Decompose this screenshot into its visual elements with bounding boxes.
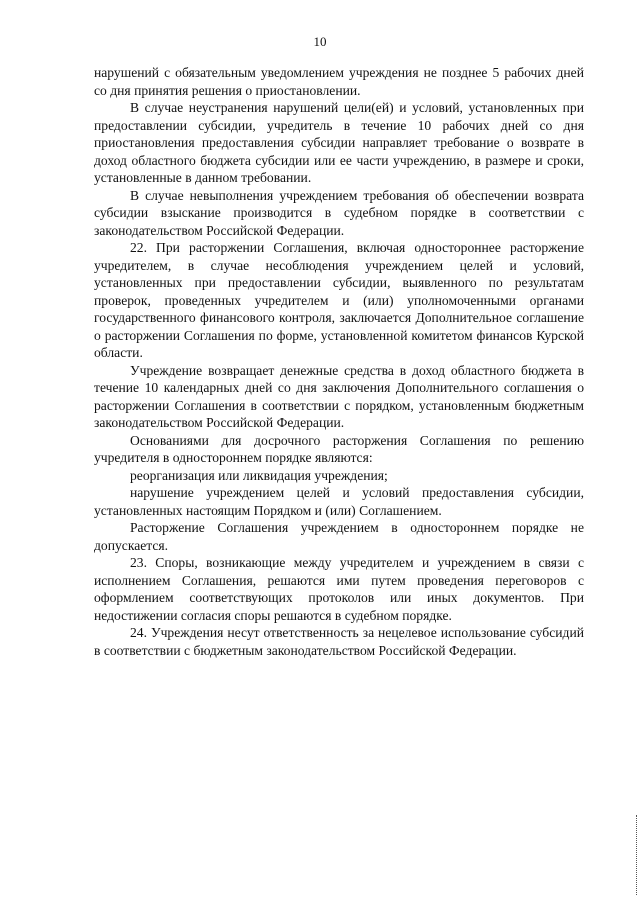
paragraph-grounds: Основаниями для досрочного расторжения Соглашения по решению учредителя в одностороннем порядке являются: [94,432,584,465]
paragraph-clause-23: 23. Споры, возникающие между учредителем и учреждением в связи с исполнением Соглашения, решаются ими путем проведения переговоров с оформлением соответствующих протоколов или иных документов. При недостижении согласия споры решаются в судебном порядке. [94,555,584,623]
paragraph-clause-22: 22. При расторжении Соглашения, включая одностороннее расторжение учредителем, в случае несоблюдения учреждением целей и условий, установленных при предоставлении субсидии, выявленного по результатам проверок, проведенных учредителем и (или) уполномоченными органами государственного финансового контроля, заключается Дополнительное соглашение о расторжении Соглашения по форме, установленной комитетом финансов Курской области. [94,240,584,360]
paragraph-clause-24: 24. Учреждения несут ответственность за нецелевое использование субсидий в соответствии с бюджетным законодательством Российской Федерации. [94,625,584,658]
paragraph-continuation: нарушений с обязательным уведомлением учреждения не позднее 5 рабочих дней со дня принятия решения о приостановлении. [94,65,584,98]
document-body [94,64,584,659]
paragraph-recovery: В случае невыполнения учреждением требования об обеспечении возврата субсидии взыскание производится в судебном порядке в соответствии с законодательством Российской Федерации. [94,187,584,238]
paragraph-ground-violation: нарушение учреждением целей и условий предоставления субсидии, установленных настоящим Порядком и (или) Соглашением. [94,485,584,518]
paragraph-no-unilateral: Расторжение Соглашения учреждением в одностороннем порядке не допускается. [94,520,584,553]
paragraph-ground-reorganization: реорганизация или ликвидация учреждения; [130,467,388,483]
page-number: 10 [313,34,327,49]
scan-edge-mark [636,815,638,895]
paragraph-noncorrection: В случае неустранения нарушений цели(ей) и условий, установленных при предоставлении субсидии, учредитель в течение 10 рабочих дней со дня приостановления предоставления субсидии направляет требование о возврате в доход областного бюджета субсидии или ее части учреждению, в размере и сроки, установленные в данном требовании. [94,100,584,185]
paragraph-refund: Учреждение возвращает денежные средства в доход областного бюджета в течение 10 календарных дней со дня заключения Дополнительного соглашения о расторжении Соглашения в соответствии с порядком, установленным бюджетным законодательством Российской Федерации. [94,362,584,430]
